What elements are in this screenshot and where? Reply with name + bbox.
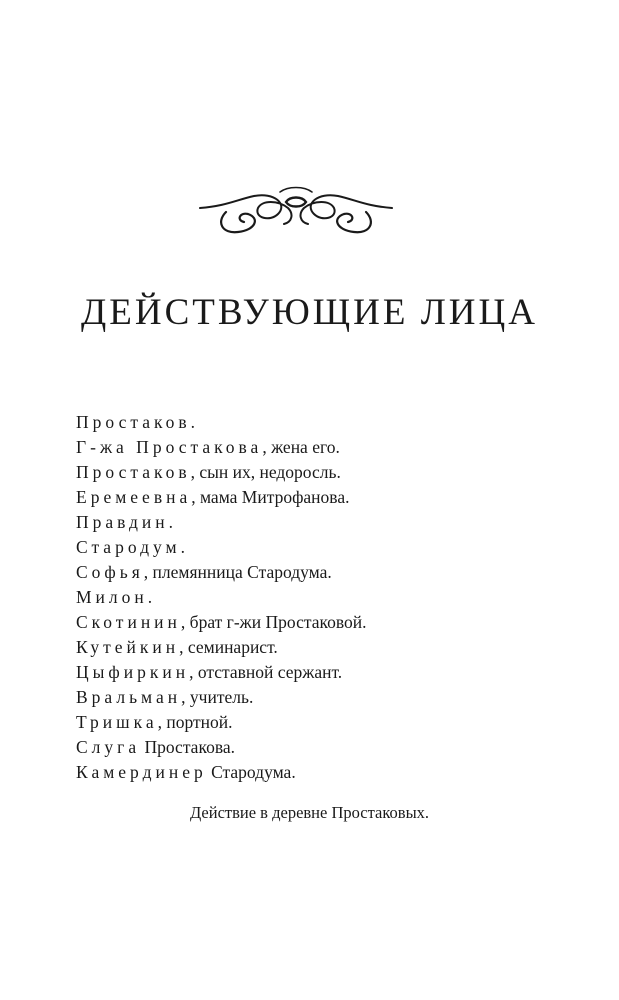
character-description: , брат г-жи Простаковой. <box>180 612 367 632</box>
character-description: , портной. <box>157 712 233 732</box>
character-name: Слуга <box>76 737 141 757</box>
cast-item <box>76 710 366 735</box>
flourish-ornament <box>196 178 396 242</box>
character-description: , мама Митрофанова. <box>191 487 350 507</box>
character-name: Камердинер <box>76 762 207 782</box>
character-description: . <box>190 412 195 432</box>
character-name: Правдин <box>76 512 169 532</box>
cast-item <box>76 410 366 435</box>
page-title: ДЕЙСТВУЮЩИЕ ЛИЦА <box>81 292 538 333</box>
cast-item <box>76 510 366 535</box>
character-description: , отставной сержант. <box>189 662 343 682</box>
cast-item <box>76 660 366 685</box>
setting-note: Действие в деревне Простаковых. <box>189 803 430 822</box>
character-name: Милон <box>76 587 148 607</box>
character-name: Простаков <box>76 412 191 432</box>
cast-item <box>76 535 366 560</box>
character-name: Кутейкин <box>76 637 180 657</box>
character-name: Скотинин <box>76 612 181 632</box>
cast-item <box>76 635 366 660</box>
cast-item <box>76 560 366 585</box>
character-description: , учитель. <box>181 687 254 707</box>
character-name: Вральман <box>76 687 182 707</box>
character-name: Простаков <box>76 462 191 482</box>
character-description: . <box>180 537 185 557</box>
character-name: Г-жа Простакова <box>76 437 263 457</box>
cast-item <box>76 585 366 610</box>
cast-item <box>76 610 366 635</box>
cast-item <box>76 485 366 510</box>
cast-item <box>76 760 366 785</box>
cast-item <box>76 685 366 710</box>
character-description: , семинарист. <box>179 637 278 657</box>
character-description: Простакова. <box>140 737 235 757</box>
cast-item <box>76 435 366 460</box>
character-name: Цыфиркин <box>76 662 190 682</box>
character-name: Стародум <box>76 537 181 557</box>
character-name: Софья <box>76 562 144 582</box>
character-description: . <box>147 587 153 607</box>
character-description: , сын их, недоросль. <box>190 462 341 482</box>
character-name: Тришка <box>76 712 158 732</box>
character-name: Еремеевна <box>76 487 192 507</box>
cast-item <box>76 735 366 760</box>
character-description: Стародума. <box>206 762 296 782</box>
character-description: . <box>168 512 173 532</box>
cast-list <box>76 410 366 785</box>
character-description: , жена его. <box>262 437 340 457</box>
cast-item <box>76 460 366 485</box>
character-description: , племянница Стародума. <box>143 562 332 582</box>
